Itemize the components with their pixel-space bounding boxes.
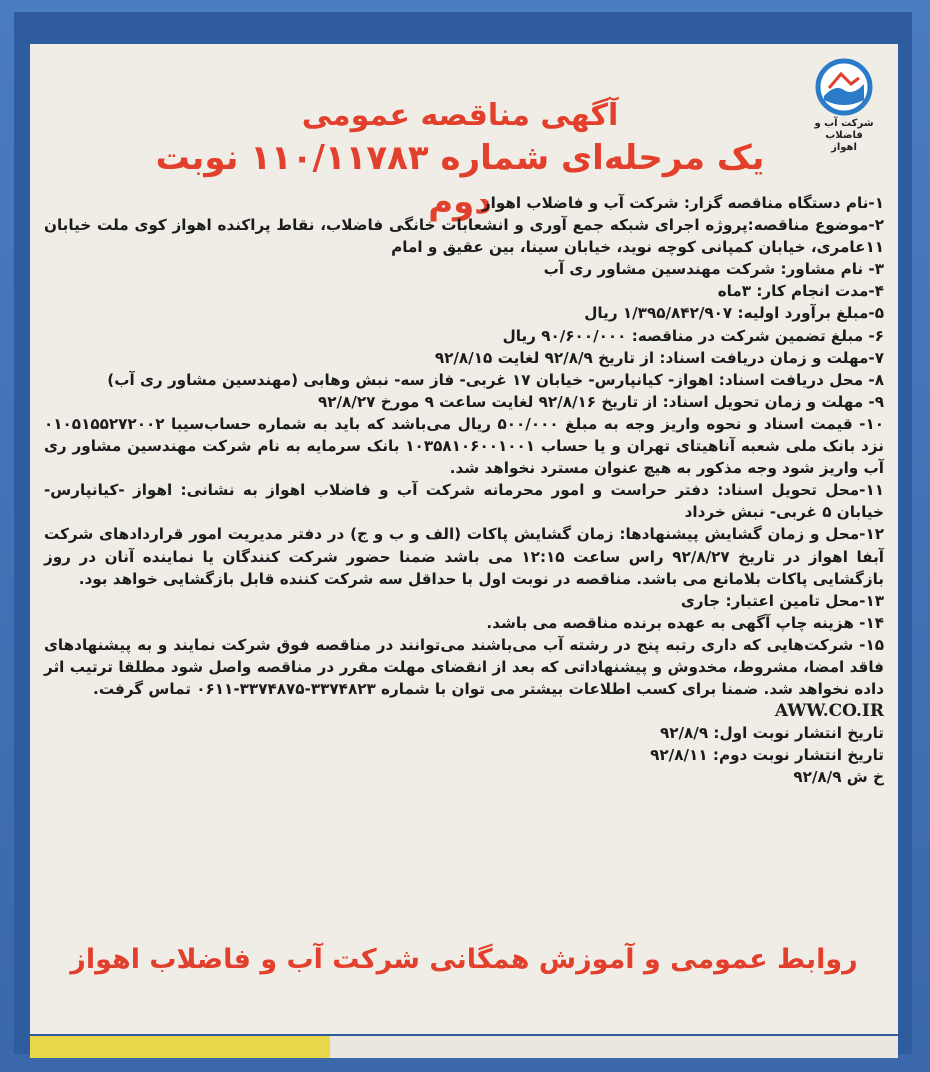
item-14: ۱۴- هزینه چاپ آگهی به عهده برنده مناقصه می باشد.	[486, 613, 884, 632]
item-1: ۱-نام دستگاه مناقصه گزار: شرکت آب و فاضلاب اهواز	[481, 194, 884, 212]
tender-number-title: یک مرحله‌ای شماره ۱۱۰/۱۱۷۸۳ نوبت دوم	[155, 138, 765, 222]
item-6: ۶- مبلغ تضمین شرکت در مناقصه: ۹۰/۶۰۰/۰۰۰ ریال	[502, 326, 884, 345]
logo-org-line2: اهواز	[831, 142, 857, 153]
logo-org-line1: شرکت آب و فاضلاب	[814, 118, 874, 141]
publication-code: خ ش ۹۲/۸/۹	[793, 768, 884, 787]
item-2: ۲-موضوع مناقصه:پروژه اجرای شبکه جمع آوری و انشعابات خانگی فاضلاب، نقاط پراکنده اهواز کوی ملت خیابان ۱۱عامری، خیابان کمپانی کوچه نوید، خیابان سینا، بین عقیق و امام	[44, 216, 884, 257]
website-link[interactable]: AWW.CO.IR	[774, 701, 884, 722]
item-12: ۱۲-محل و زمان گشایش پیشنهادها: زمان گشایش پاکات (الف و ب و ج) در دفتر مدیریت امور قراردادهای شرکت آبفا اهواز در تاریخ ۹۲/۸/۲۷ راس ساعت ۱۲:۱۵ می باشد ضمنا حضور شرکت کنندگان یا نماینده آنان در روز بازگشایی پاکات بلامانع می باشد. مناقصه در نوبت اول با حداقل سه شرکت کننده قابل بازگشایی خواهد بود.	[44, 525, 884, 588]
company-logo	[804, 58, 884, 158]
gray-bottom-bar	[330, 1036, 898, 1058]
item-11: ۱۱-محل تحویل اسناد: دفتر حراست و امور محرمانه شرکت آب و فاضلاب اهواز به نشانی: اهواز -کیانپارس- خیابان ۵ غربی- نبش خرداد	[44, 481, 884, 522]
item-13: ۱۳-محل تامین اعتبار: جاری	[680, 591, 884, 610]
item-8: ۸- محل دریافت اسناد: اهواز- کیانپارس- خیابان ۱۷ غربی- فاز سه- نبش وهابی (مهندسین مشاور ری آب)	[107, 370, 884, 389]
logo-icon	[815, 58, 873, 116]
public-relations-footer: روابط عمومی و آموزش همگانی شرکت آب و فاضلاب اهواز	[70, 944, 858, 975]
announcement-paper	[30, 44, 898, 1034]
item-10: ۱۰- قیمت اسناد و نحوه واریز وجه به مبلغ ۵۰۰/۰۰۰ ریال می‌باشد که باید به شماره حساب‌سیبا ۰۱۰۵۱۵۵۲۷۲۰۰۲ نزد بانک ملی شعبه آناهیتای تهران و یا حساب ۱۰۳۵۸۱۰۶۰۰۱۰۰۱ بانک سرمایه به نام شرکت مهندسین مشاور ری آب واریز شود وجه مذکور به هیچ عنوان مسترد نخواهد شد.	[44, 414, 884, 478]
item-5: ۵-مبلغ برآورد اولیه: ۱/۳۹۵/۸۴۲/۹۰۷ ریال	[584, 304, 884, 323]
item-7: ۷-مهلت و زمان دریافت اسناد: از تاریخ ۹۲/۸/۹ لغایت ۹۲/۸/۱۵	[434, 348, 884, 367]
item-3: ۳- نام مشاور: شرکت مهندسین مشاور ری آب	[543, 260, 884, 279]
item-15: ۱۵- شرکت‌هایی که داری رتبه پنج در رشته آب می‌باشند می‌توانند در مناقصه فوق شرکت نمایند و به پیشنهادهای فاقد امضا، مشروط، مخدوش و پیشنهاداتی که بعد از انقضای مهلت مقرر در مناقصه واصل شود مطلقا ترتیب اثر داده نخواهد شد. ضمنا برای کسب اطلاعات بیشتر می توان با شماره ۳۳۷۴۸۲۳-۳۳۷۴۸۷۵-۰۶۱۱ تماس گرفت.	[44, 635, 884, 699]
yellow-bottom-bar	[30, 1036, 330, 1058]
item-9: ۹- مهلت و زمان تحویل اسناد: از تاریخ ۹۲/۸/۱۶ لغایت ساعت ۹ مورخ ۹۲/۸/۲۷	[317, 392, 884, 411]
tender-details	[44, 192, 884, 789]
item-4: ۴-مدت انجام کار: ۳ماه	[717, 282, 884, 301]
logo-caption	[804, 118, 884, 154]
publication-date-second: تاریخ انتشار نوبت دوم: ۹۲/۸/۱۱	[650, 746, 884, 765]
page-title: آگهی مناقصه عمومی	[301, 98, 619, 133]
publication-date-first: تاریخ انتشار نوبت اول: ۹۲/۸/۹	[659, 724, 884, 743]
